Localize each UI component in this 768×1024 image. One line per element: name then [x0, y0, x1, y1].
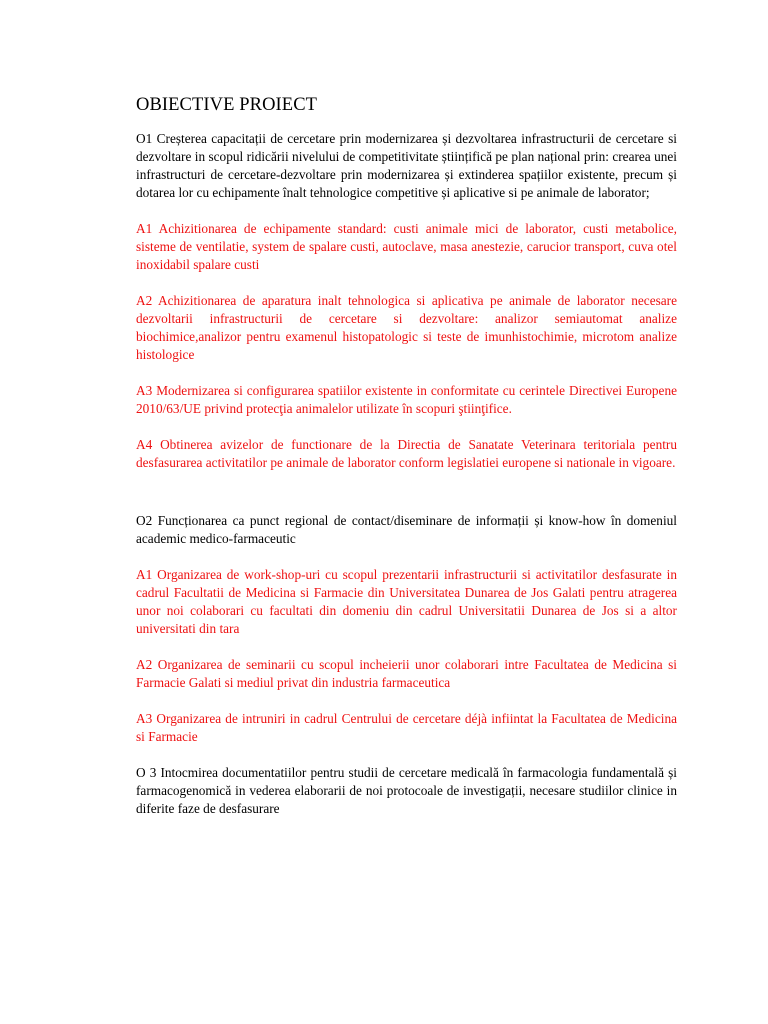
- objective-o1: O1 Creșterea capacitații de cercetare prin modernizarea și dezvoltarea infrastructurii de cercetare si dezvoltare in scopul ridicării nivelului de competitivitate științifică pe plan național prin: crearea unei infrastructuri de cercetare-dezvoltare prin modernizarea și extinderea spațiilor existente, precum și dotarea lor cu echipamente înalt tehnologice competitive și aplicative si pe animale de laborator;: [136, 131, 677, 200]
- o2-activity-a2: A2 Organizarea de seminarii cu scopul incheierii unor colaborari intre Facultatea de Medicina si Farmacie Galati si mediul privat din industria farmaceutica: [136, 657, 677, 690]
- o1-activity-a2: A2 Achizitionarea de aparatura inalt tehnologica si aplicativa pe animale de laborator necesare dezvoltarii infrastructurii de cercetare si dezvoltare: analizor semiautomat analize biochimice,analizor pentru examenul histopatologic si teste de imunhistochimie, microtom analize histologice: [136, 293, 677, 362]
- o2-activity-a1: A1 Organizarea de work-shop-uri cu scopul prezentarii infrastructurii si activitatilor desfasurate in cadrul Facultatii de Medicina si Farmacie din Universitatea Dunarea de Jos Galati pentru atragerea unor noi colaborari cu facultati din domeniu din cadrul Universitatii Dunarea de Jos si a altor universitati din tara: [136, 567, 677, 636]
- objective-o3: O 3 Intocmirea documentatiilor pentru studii de cercetare medicală în farmacologia fundamentală și farmacogenomică in vederea elaborarii de noi protocoale de investigații, necesare studiilor clinice in diferite faze de desfasurare: [136, 765, 677, 816]
- o1-activity-a3: A3 Modernizarea si configurarea spatiilor existente in conformitate cu cerintele Directivei Europene 2010/63/UE privind protecţia animalelor utilizate în scopuri ştiinţifice.: [136, 383, 677, 416]
- o1-activity-a4: A4 Obtinerea avizelor de functionare de la Directia de Sanatate Veterinara teritoriala pentru desfasurarea activitatilor pe animale de laborator conform legislatiei europene si nationale in vigoare.: [136, 437, 677, 470]
- objective-o2: O2 Funcționarea ca punct regional de contact/diseminare de informații și know-how în domeniul academic medico-farmaceutic: [136, 513, 677, 546]
- document-title: OBIECTIVE PROIECT: [136, 95, 318, 115]
- document-page: [136, 94, 677, 836]
- o1-activity-a1: A1 Achizitionarea de echipamente standard: custi animale mici de laborator, custi metabolice, sisteme de ventilatie, system de spalare custi, autoclave, masa anestezie, carucior transport, cuva otel inoxidabil spalare custi: [136, 221, 677, 272]
- o2-activity-a3: A3 Organizarea de intruniri in cadrul Centrului de cercetare déjà infiintat la Facultatea de Medicina si Farmacie: [136, 711, 677, 744]
